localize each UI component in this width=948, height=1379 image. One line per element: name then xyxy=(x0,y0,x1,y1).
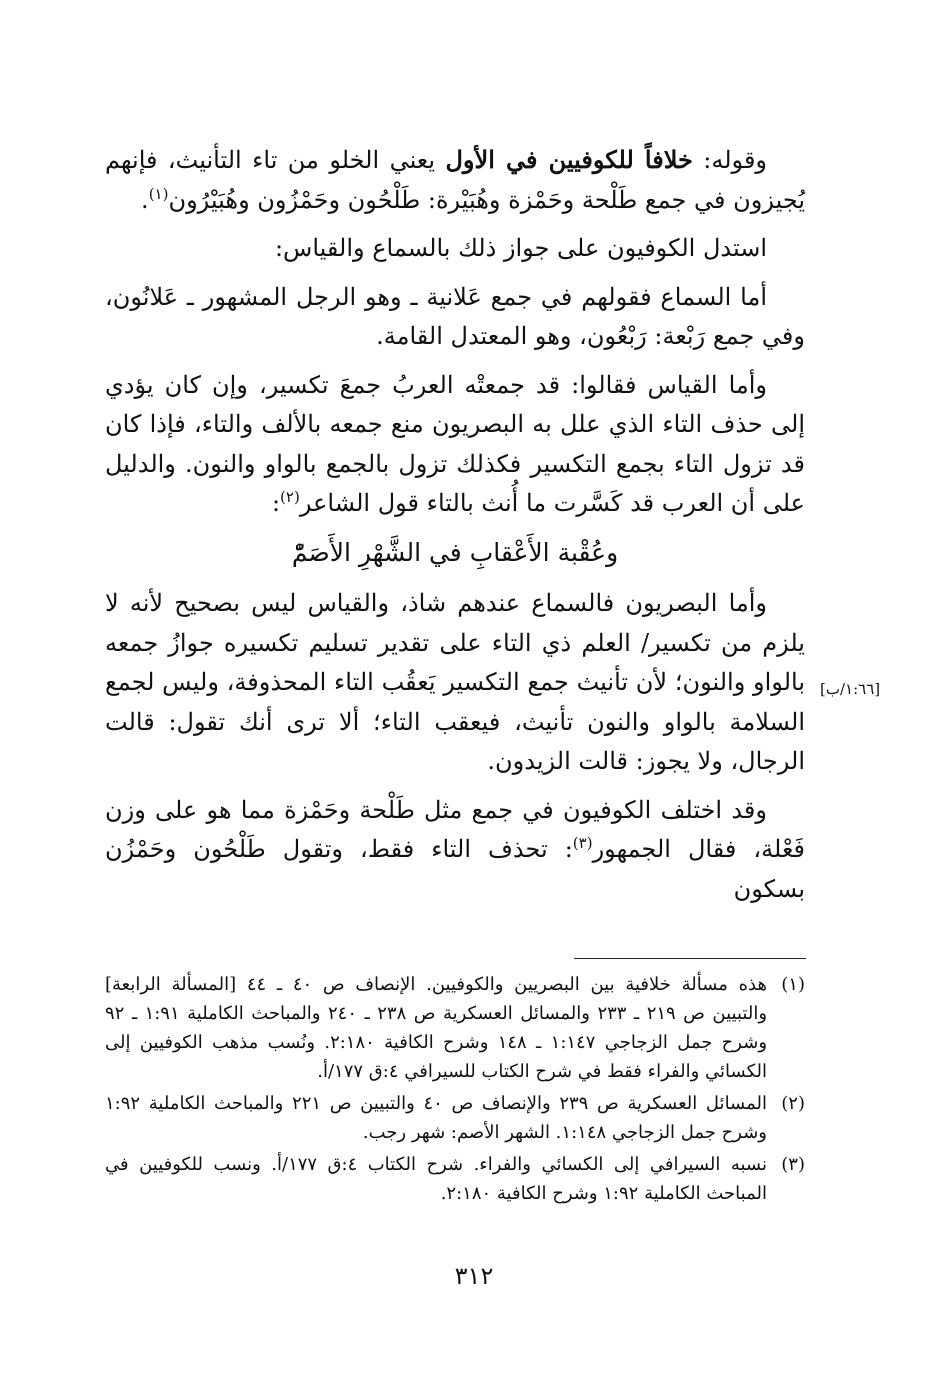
footnote-text: هذه مسألة خلافية بين البصريين والكوفيين. الإنصاف ص ٤٠ ـ ٤٤ [المسألة الرابعة] والتبيين ص ٢١٩ ـ ٢٣٣ والمسائل العسكرية ص ٢٣٨ ـ ٢٤٠ والمباحث الكاملية ١:٩١ ـ ٩٢ وشرح جمل الزجاجي ١:١٤٧ ـ ١٤٨ وشرح الكافية ٢:١٨٠. ونُسب مذهب الكوفيين إلى الكسائي والفراء فقط في شرح الكتاب للسيرافي ٤:ق ١٧٧/أ. xyxy=(105,974,768,1082)
manuscript-folio-note: [١:٦٦/ب] xyxy=(820,680,881,698)
paragraph-text: وأما القياس فقالوا: قد جمعتْه العربُ جمعَ تكسير، وإن كان يؤدي إلى حذف التاء الذي علل به البصريون منع جمعه بالألف والتاء، فإذا كان قد تزول التاء بجمع التكسير فكذلك تزول بالجمع بالواو والنون. والدليل على أن العرب قد كَسَّرت ما أُنث بالتاء قول الشاعر xyxy=(105,370,805,517)
footnote-number: (١) xyxy=(781,974,805,995)
footnote-text: المسائل العسكرية ص ٢٣٩ والإنصاف ص ٤٠ والتبيين ص ٢٢١ والمباحث الكاملية ١:٩٢ وشرح جمل الزجاجي ١:١٤٨. الشهر الأصم: شهر رجب. xyxy=(105,1093,767,1143)
paragraph-tail: : تحذف التاء فقط، وتقول طَلْحُون وحَمْزُن بسكون xyxy=(105,835,805,903)
footnotes xyxy=(105,970,805,1211)
footnote-number: (٢) xyxy=(781,1093,805,1114)
paragraph-5: وأما البصريون فالسماع عندهم شاذ، والقياس ليس بصحيح لأنه لا يلزم من تكسير/ العلم ذي التاء على تقدير تسليم تكسيره جوازُ جمعه بالواو والنون؛ لأن تأنيث جمع التكسير يَعقُب التاء المحذوفة، وليس لجمع السلامة بالواو والنون تأنيث، فيعقب التاء؛ ألا ترى أنك تقول: قالت الرجال، ولا يجوز: قالت الزيدون. xyxy=(105,589,805,775)
poetry-verse: وعُقْبة الأَعْقابِ في الشَّهْرِ الأَصَمّْ xyxy=(291,537,619,567)
footnote-separator xyxy=(574,958,806,959)
footnote-text: نسبه السيرافي إلى الكسائي والفراء. شرح الكتاب ٤:ق ١٧٧/أ. ونسب للكوفيين في المباحث الكاملية ١:٩٢ وشرح الكافية ٢:١٨٠. xyxy=(105,1154,767,1204)
footnote-ref-1[interactable]: (١) xyxy=(148,184,169,203)
footnote-ref-3[interactable]: (٣) xyxy=(572,834,593,852)
paragraph-6 xyxy=(105,791,805,910)
main-text xyxy=(105,140,805,918)
footnote-3 xyxy=(105,1150,805,1208)
quoted-phrase: خلافاً للكوفيين في الأول xyxy=(445,145,693,174)
paragraph-1 xyxy=(105,140,805,220)
paragraph-tail: . xyxy=(141,185,149,214)
paragraph-text: يعني الخلو من تاء التأنيث، فإنهم يُجيزون في جمع طَلْحة وحَمْزة وهُبَيْرة: طَلْحُون وحَمْزُون وهُبَيْرُون xyxy=(105,146,805,214)
footnote-1 xyxy=(105,970,805,1086)
paragraph-2: استدل الكوفيون على جواز ذلك بالسماع والقياس: xyxy=(274,234,767,262)
paragraph-text: وقد اختلف الكوفيون في جمع مثل طَلْحة وحَمْزة مما هو على وزن فَعْلة، فقال الجمهور xyxy=(105,795,805,863)
footnote-number: (٣) xyxy=(781,1154,805,1175)
footnote-2 xyxy=(105,1089,805,1147)
paragraph-tail: : xyxy=(271,489,281,517)
page-number: ٣١٢ xyxy=(454,1262,494,1290)
paragraph-4 xyxy=(105,366,805,524)
paragraph-3: أما السماع فقولهم في جمع عَلانية ـ وهو الرجل المشهور ـ عَلانُون، وفي جمع رَبْعة: رَبْعُون، وهو المعتدل القامة. xyxy=(105,282,805,350)
paragraph-lead: وقوله: xyxy=(692,146,768,174)
footnote-ref-2[interactable]: (٢) xyxy=(280,488,300,506)
